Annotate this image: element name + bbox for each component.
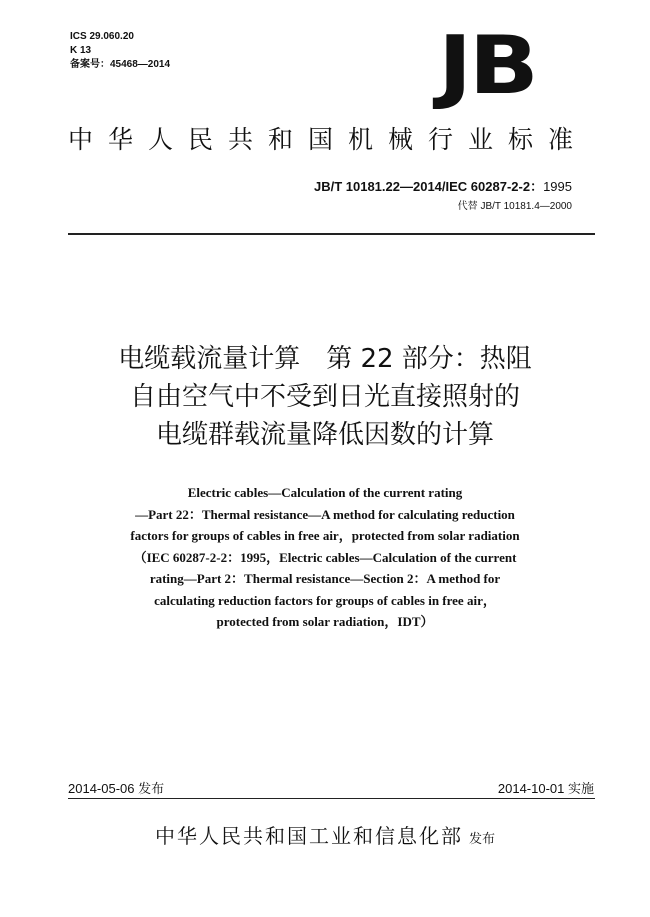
bottom-divider xyxy=(68,798,595,799)
issuer-verb: 发布 xyxy=(468,832,495,847)
chinese-title-line: 电缆载流量计算 第 22 部分：热阻 xyxy=(118,344,532,374)
replaces-standard: 代替 JB/T 10181.4—2000 xyxy=(457,201,572,212)
english-title-line: rating—Part 2：Thermal resistance—Section 2：A method for xyxy=(149,571,501,586)
standard-number xyxy=(314,176,572,195)
english-title-line: （IEC 60287-2-2：1995，Electric cables—Calculation of the current xyxy=(133,549,517,565)
english-title-line: calculating reduction factors for groups of cables in free air， xyxy=(154,592,496,608)
english-title-line: protected from solar radiation，IDT） xyxy=(216,614,434,629)
ics-code: ICS 29.060.20 xyxy=(70,31,134,42)
issuer xyxy=(0,820,650,849)
filing-number: 备案号：45468—2014 xyxy=(70,59,171,70)
english-title-line: —Part 22：Thermal resistance—A method for calculating reduction xyxy=(135,506,515,522)
english-title-line: factors for groups of cables in free air，protected from solar radiation xyxy=(130,528,520,543)
standard-number-year: 1995 xyxy=(543,179,572,194)
chinese-title-line: 电缆群载流量降低因数的计算 xyxy=(155,420,494,450)
top-divider xyxy=(68,233,595,235)
classification-code: K 13 xyxy=(70,45,92,56)
organization-title: 中华人民共和国机械行业标准 xyxy=(68,125,589,154)
chinese-title-line: 自由空气中不受到日光直接照射的 xyxy=(129,382,520,412)
english-title xyxy=(0,482,650,633)
standard-number-main: JB/T 10181.22—2014/IEC 60287-2-2： xyxy=(313,179,544,194)
issuer-organization: 中华人民共和国工业和信息化部 xyxy=(154,824,463,848)
english-title-line: Electric cables—Calculation of the current rating xyxy=(187,485,463,500)
jb-logo: JB xyxy=(438,19,536,112)
chinese-title xyxy=(0,340,650,454)
publication-date: 2014-05-06 发布 xyxy=(68,781,165,796)
implementation-date: 2014-10-01 实施 xyxy=(497,781,594,796)
document-meta xyxy=(70,30,170,72)
